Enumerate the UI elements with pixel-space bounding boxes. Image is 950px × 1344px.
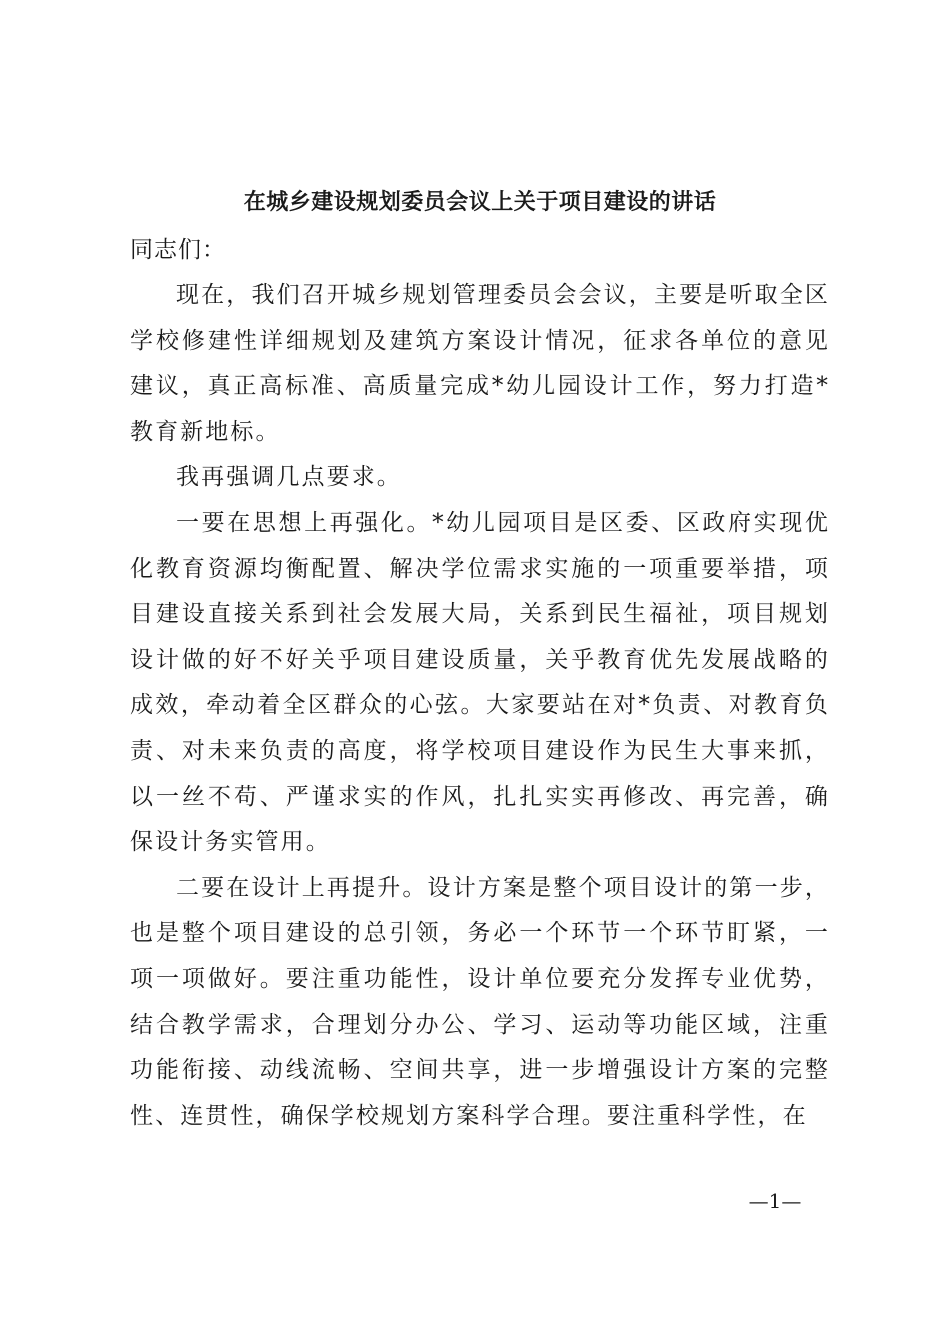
document-title: 在城乡建设规划委员会议上关于项目建设的讲话: [243, 189, 717, 215]
paragraph-point-two: 二要在设计上再提升。设计方案是整个项目设计的第一步，也是整个项目建设的总引领，务必一个环节一个环节盯紧，一项一项做好。要注重功能性，设计单位要充分发挥专业优势，结合教学需求，合理划分办公、学习、运动等功能区域，注重功能衔接、动线流畅、空间共享，进一步增强设计方案的完整性、连贯性，确保学校规划方案科学合理。要注重科学性，在: [130, 874, 830, 1129]
paragraph-intro: 现在，我们召开城乡规划管理委员会会议，主要是听取全区学校修建性详细规划及建筑方案设计情况，征求各单位的意见建议，真正高标准、高质量完成*幼儿园设计工作，努力打造*教育新地标。: [130, 282, 830, 445]
salutation: 同志们：: [130, 237, 226, 263]
paragraph-requirements-lead: 我再强调几点要求。: [176, 464, 402, 491]
paragraph-point-one: 一要在思想上再强化。*幼儿园项目是区委、区政府实现优化教育资源均衡配置、解决学位需求实施的一项重要举措，项目建设直接关系到社会发展大局，关系到民生福祉，项目规划设计做的好不好关乎项目建设质量，关乎教育优先发展战略的成效，牵动着全区群众的心弦。大家要站在对*负责、对教育负责、对未来负责的高度，将学校项目建设作为民生大事来抓，以一丝不苟、严谨求实的作风，扎扎实实再修改、再完善，确保设计务实管用。: [130, 509, 830, 856]
document-body: [130, 228, 830, 1139]
page-number: —1—: [748, 1189, 802, 1213]
